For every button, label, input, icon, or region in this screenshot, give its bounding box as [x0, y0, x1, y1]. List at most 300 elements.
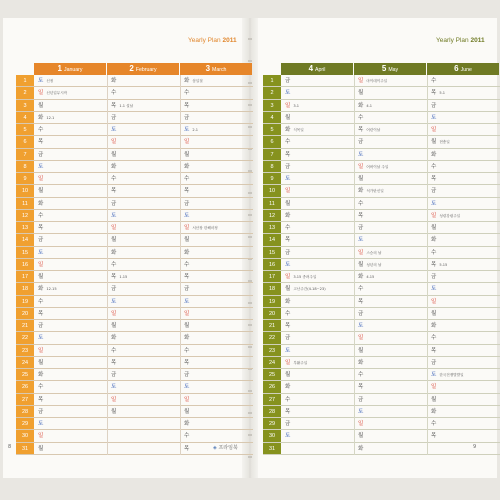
day-cell[interactable] — [354, 210, 427, 221]
day-cell[interactable] — [427, 149, 500, 160]
day-cell[interactable] — [354, 75, 427, 86]
day-cell[interactable] — [281, 345, 354, 356]
day-note: 12.15 — [46, 287, 57, 292]
day-cell[interactable] — [427, 259, 500, 270]
weekday-label: 일 — [358, 249, 364, 256]
weekday-label: 일 — [431, 384, 437, 391]
day-cell[interactable] — [427, 161, 500, 172]
weekday-label: 목 — [285, 151, 291, 158]
day-cell[interactable] — [107, 296, 180, 307]
day-row — [263, 369, 500, 381]
day-number: 27 — [16, 394, 34, 405]
day-cell[interactable] — [107, 332, 180, 343]
day-cell[interactable] — [281, 296, 354, 307]
weekday-label: 일 — [38, 176, 44, 182]
weekday-label: 수 — [38, 384, 44, 391]
day-cell[interactable] — [180, 357, 253, 368]
day-cell[interactable] — [180, 381, 253, 392]
weekday-label: 토 — [358, 151, 364, 158]
day-cell[interactable] — [180, 234, 253, 245]
day-note: 석가탄신일 — [366, 189, 384, 194]
weekday-label: 수 — [111, 261, 117, 268]
weekday-label: 금 — [431, 274, 437, 280]
day-number: 4 — [263, 112, 281, 123]
day-cell[interactable] — [354, 369, 427, 380]
day-cell[interactable] — [34, 124, 107, 135]
day-number: 22 — [16, 332, 34, 343]
day-cell[interactable] — [427, 247, 500, 258]
day-note: 3.15 종려주일 — [293, 275, 317, 279]
day-cell[interactable] — [354, 320, 427, 331]
day-cell[interactable] — [281, 222, 354, 233]
weekday-label: 토 — [358, 237, 364, 244]
day-cell[interactable] — [107, 381, 180, 392]
day-cell[interactable] — [107, 369, 180, 380]
day-row — [16, 247, 253, 259]
day-cell[interactable] — [354, 345, 427, 356]
weekday-label: 금 — [285, 163, 291, 170]
day-cell[interactable] — [354, 149, 427, 160]
day-cell[interactable] — [34, 320, 107, 331]
day-cell[interactable] — [180, 247, 253, 258]
day-cell[interactable] — [281, 149, 354, 160]
weekday-label: 일 — [184, 310, 190, 317]
day-cell[interactable] — [34, 198, 107, 209]
day-cell[interactable] — [180, 100, 253, 111]
day-cell[interactable] — [427, 296, 500, 307]
weekday-label: 수 — [431, 163, 437, 170]
day-cell[interactable] — [427, 320, 500, 331]
day-cell[interactable] — [34, 100, 107, 111]
weekday-label: 목 — [38, 139, 44, 146]
day-cell[interactable] — [34, 161, 107, 172]
weekday-label: 일 — [111, 396, 117, 403]
day-cell[interactable] — [281, 161, 354, 172]
title-prefix: Yearly Plan — [188, 37, 221, 44]
weekday-label: 수 — [285, 225, 291, 231]
day-cell[interactable] — [180, 308, 253, 319]
weekday-label: 토 — [38, 249, 44, 256]
day-cell[interactable] — [107, 430, 180, 441]
weekday-label: 목 — [111, 359, 117, 366]
day-cell[interactable] — [107, 345, 180, 356]
day-cell[interactable] — [281, 112, 354, 123]
day-cell[interactable] — [281, 332, 354, 343]
weekday-label: 월 — [358, 347, 364, 354]
day-note: 스승의 날 — [366, 250, 382, 255]
weekday-label: 화 — [38, 372, 44, 378]
day-cell[interactable] — [34, 210, 107, 221]
day-cell[interactable] — [180, 149, 253, 160]
weekday-label: 월 — [285, 114, 291, 121]
day-cell[interactable] — [107, 308, 180, 319]
day-number: 30 — [263, 430, 281, 441]
day-cell[interactable] — [34, 332, 107, 343]
day-cell[interactable] — [354, 443, 427, 454]
day-cell[interactable] — [281, 234, 354, 245]
weekday-label: 수 — [431, 421, 437, 427]
day-cell[interactable] — [107, 112, 180, 123]
day-cell[interactable] — [107, 75, 180, 86]
weekday-label: 월 — [184, 323, 190, 329]
day-cell[interactable] — [354, 234, 427, 245]
weekday-label: 화 — [111, 78, 117, 84]
day-cell[interactable] — [34, 185, 107, 196]
day-cell[interactable] — [354, 406, 427, 417]
day-row — [16, 394, 253, 406]
weekday-label: 목 — [431, 347, 437, 354]
day-cell[interactable] — [354, 332, 427, 343]
day-cell[interactable] — [281, 369, 354, 380]
day-cell[interactable] — [354, 112, 427, 123]
day-cell[interactable] — [427, 394, 500, 405]
day-cell[interactable] — [107, 357, 180, 368]
day-cell[interactable] — [34, 75, 107, 86]
day-cell[interactable] — [34, 345, 107, 356]
day-cell[interactable] — [354, 418, 427, 429]
day-cell[interactable] — [354, 394, 427, 405]
day-cell[interactable] — [427, 210, 500, 221]
day-cell[interactable] — [354, 259, 427, 270]
day-note: 삼일절 — [192, 79, 203, 83]
day-number: 18 — [263, 283, 281, 294]
day-cell[interactable] — [281, 210, 354, 221]
day-row — [263, 296, 500, 308]
day-cell[interactable] — [281, 259, 354, 270]
day-row — [263, 100, 500, 112]
day-cell[interactable] — [34, 87, 107, 98]
day-cell[interactable] — [180, 136, 253, 147]
day-number: 1 — [263, 75, 281, 86]
weekday-label: 월 — [431, 310, 437, 317]
day-cell[interactable] — [107, 161, 180, 172]
day-row — [263, 112, 500, 124]
day-number: 19 — [16, 296, 34, 307]
weekday-label: 목 — [431, 90, 437, 97]
day-cell[interactable] — [427, 283, 500, 294]
weekday-label: 토 — [111, 384, 117, 391]
day-cell[interactable] — [34, 296, 107, 307]
month-header — [427, 63, 499, 75]
day-note: 신정 — [46, 79, 54, 83]
day-cell[interactable] — [34, 357, 107, 368]
column-divider — [354, 75, 355, 455]
day-cell[interactable] — [427, 100, 500, 111]
weekday-label: 목 — [285, 237, 291, 244]
day-row — [16, 357, 253, 369]
day-cell[interactable] — [354, 247, 427, 258]
day-cell[interactable] — [281, 271, 354, 282]
day-cell[interactable] — [34, 259, 107, 270]
day-cell[interactable] — [107, 234, 180, 245]
day-cell[interactable] — [107, 394, 180, 405]
day-cell[interactable] — [354, 185, 427, 196]
day-cell[interactable] — [34, 173, 107, 184]
day-number: 11 — [16, 198, 34, 209]
day-cell[interactable] — [107, 210, 180, 221]
day-cell[interactable] — [427, 308, 500, 319]
day-cell[interactable] — [180, 185, 253, 196]
weekday-label: 월 — [111, 151, 117, 158]
day-cell[interactable] — [180, 418, 253, 429]
day-cell[interactable] — [427, 271, 500, 282]
day-number: 15 — [263, 247, 281, 258]
day-number: 14 — [263, 234, 281, 245]
day-cell[interactable] — [34, 308, 107, 319]
day-row — [16, 136, 253, 148]
day-cell[interactable] — [34, 369, 107, 380]
day-cell[interactable] — [427, 75, 500, 86]
day-cell[interactable] — [281, 75, 354, 86]
weekday-label: 금 — [358, 225, 364, 231]
day-number: 9 — [16, 173, 34, 184]
day-cell[interactable] — [354, 222, 427, 233]
day-cell[interactable] — [34, 247, 107, 258]
day-cell[interactable] — [180, 198, 253, 209]
day-cell[interactable] — [107, 87, 180, 98]
day-row — [16, 320, 253, 332]
weekday-label: 월 — [38, 359, 44, 366]
day-cell[interactable] — [107, 443, 180, 454]
day-row — [16, 332, 253, 344]
day-cell[interactable] — [354, 357, 427, 368]
day-cell[interactable] — [427, 381, 500, 392]
weekday-label: 일 — [285, 102, 291, 109]
day-cell[interactable] — [180, 320, 253, 331]
weekday-label: 수 — [285, 139, 291, 146]
day-cell[interactable] — [34, 112, 107, 123]
weekday-label: 수 — [111, 347, 117, 354]
weekday-label: 화 — [111, 335, 117, 342]
day-cell[interactable] — [180, 406, 253, 417]
day-row — [16, 112, 253, 124]
day-cell[interactable] — [354, 430, 427, 441]
day-cell[interactable] — [354, 173, 427, 184]
weekday-label: 토 — [358, 408, 364, 415]
binding-hole — [248, 38, 252, 40]
day-cell[interactable] — [107, 406, 180, 417]
month-number: 5 — [381, 64, 387, 73]
day-cell[interactable] — [281, 443, 354, 454]
day-cell[interactable] — [34, 136, 107, 147]
weekday-label: 목 — [184, 102, 190, 109]
day-note: 식목일 — [293, 128, 304, 132]
day-cell[interactable] — [281, 406, 354, 417]
day-cell[interactable] — [180, 87, 253, 98]
day-cell[interactable] — [281, 418, 354, 429]
weekday-label: 수 — [431, 78, 437, 84]
day-cell[interactable] — [34, 381, 107, 392]
day-note: 4.1 — [366, 103, 373, 108]
day-cell[interactable] — [107, 173, 180, 184]
day-note: 신년업무시작 — [46, 91, 68, 96]
day-cell[interactable] — [427, 87, 500, 98]
title-year: 2011 — [470, 37, 485, 44]
month-name: January — [63, 67, 83, 73]
day-cell[interactable] — [180, 283, 253, 294]
weekday-label: 일 — [38, 433, 44, 440]
weekday-label: 화 — [184, 78, 190, 84]
day-cell[interactable] — [427, 430, 500, 441]
day-cell[interactable] — [107, 222, 180, 233]
day-cell[interactable] — [281, 136, 354, 147]
day-cell[interactable] — [427, 185, 500, 196]
day-cell[interactable] — [34, 394, 107, 405]
day-cell[interactable] — [354, 136, 427, 147]
day-cell[interactable] — [427, 173, 500, 184]
weekday-label: 화 — [184, 335, 190, 342]
day-cell[interactable] — [427, 418, 500, 429]
day-cell[interactable] — [281, 320, 354, 331]
day-cell[interactable] — [354, 100, 427, 111]
day-cell[interactable] — [34, 443, 107, 454]
day-cell[interactable] — [427, 198, 500, 209]
day-cell[interactable] — [107, 185, 180, 196]
day-cell[interactable] — [107, 418, 180, 429]
day-cell[interactable] — [34, 234, 107, 245]
weekday-label: 목 — [38, 225, 44, 231]
day-cell[interactable] — [34, 418, 107, 429]
day-cell[interactable] — [281, 381, 354, 392]
month-name: June — [460, 67, 472, 73]
month-header — [354, 63, 426, 75]
day-cell[interactable] — [34, 283, 107, 294]
day-cell[interactable] — [180, 259, 253, 270]
day-cell[interactable] — [180, 296, 253, 307]
title-year: 2011 — [222, 37, 237, 44]
day-cell[interactable] — [180, 222, 253, 233]
day-cell[interactable] — [354, 283, 427, 294]
day-row — [16, 283, 253, 295]
weekday-label: 화 — [431, 237, 437, 244]
day-cell[interactable] — [281, 283, 354, 294]
day-cell[interactable] — [180, 332, 253, 343]
day-number: 7 — [16, 149, 34, 160]
day-number: 28 — [263, 406, 281, 417]
day-cell[interactable] — [180, 173, 253, 184]
day-cell[interactable] — [180, 345, 253, 356]
weekday-label: 화 — [358, 188, 364, 195]
day-cell[interactable] — [34, 430, 107, 441]
day-cell[interactable] — [180, 271, 253, 282]
day-cell[interactable] — [281, 308, 354, 319]
day-row — [16, 418, 253, 430]
day-row — [263, 75, 500, 87]
day-cell[interactable] — [354, 198, 427, 209]
binding-hole — [248, 456, 252, 458]
day-note: 어버이날 주일 — [366, 164, 389, 169]
day-cell[interactable] — [180, 112, 253, 123]
day-cell[interactable] — [427, 124, 500, 135]
weekday-label: 일 — [431, 127, 437, 133]
day-number: 2 — [263, 87, 281, 98]
weekday-label: 목 — [358, 127, 364, 133]
day-cell[interactable] — [281, 198, 354, 209]
day-row — [16, 271, 253, 283]
column-divider — [427, 75, 428, 455]
day-cell[interactable] — [354, 87, 427, 98]
left-page-title — [188, 37, 237, 44]
day-cell[interactable] — [354, 161, 427, 172]
day-row — [16, 234, 253, 246]
day-cell[interactable] — [107, 259, 180, 270]
day-note: 성령강림주일 — [439, 213, 461, 218]
weekday-label: 월 — [285, 200, 291, 207]
day-cell[interactable] — [281, 247, 354, 258]
weekday-label: 수 — [38, 127, 44, 133]
day-cell[interactable] — [107, 320, 180, 331]
day-cell[interactable] — [427, 112, 500, 123]
weekday-label: 수 — [184, 90, 190, 97]
day-cell[interactable] — [180, 75, 253, 86]
day-cell[interactable] — [281, 173, 354, 184]
day-cell[interactable] — [180, 161, 253, 172]
day-cell[interactable] — [354, 296, 427, 307]
weekday-label: 화 — [38, 286, 44, 293]
day-cell[interactable] — [107, 198, 180, 209]
day-cell[interactable] — [281, 100, 354, 111]
day-cell[interactable] — [427, 234, 500, 245]
day-number: 21 — [16, 320, 34, 331]
day-cell[interactable] — [34, 222, 107, 233]
day-cell[interactable] — [427, 222, 500, 233]
day-cell[interactable] — [180, 124, 253, 135]
day-row — [16, 87, 253, 99]
day-cell[interactable] — [427, 332, 500, 343]
day-cell[interactable] — [354, 381, 427, 392]
day-row — [263, 394, 500, 406]
day-cell[interactable] — [180, 430, 253, 441]
day-cell[interactable] — [427, 357, 500, 368]
day-cell[interactable] — [107, 247, 180, 258]
day-cell[interactable] — [281, 185, 354, 196]
day-cell[interactable] — [34, 271, 107, 282]
day-number: 7 — [263, 149, 281, 160]
day-cell[interactable] — [427, 136, 500, 147]
day-cell[interactable] — [354, 308, 427, 319]
day-cell[interactable] — [180, 394, 253, 405]
day-cell[interactable] — [107, 271, 180, 282]
day-cell[interactable] — [427, 443, 500, 454]
day-cell[interactable] — [180, 210, 253, 221]
weekday-label: 수 — [111, 176, 117, 182]
day-cell[interactable] — [281, 124, 354, 135]
day-cell[interactable] — [281, 357, 354, 368]
day-cell[interactable] — [180, 369, 253, 380]
day-number: 20 — [16, 308, 34, 319]
day-row — [16, 296, 253, 308]
day-cell[interactable] — [34, 406, 107, 417]
day-cell[interactable] — [281, 87, 354, 98]
day-cell[interactable] — [281, 394, 354, 405]
weekday-label: 월 — [358, 261, 364, 268]
day-cell[interactable] — [427, 345, 500, 356]
day-cell[interactable] — [107, 283, 180, 294]
day-number: 28 — [16, 406, 34, 417]
weekday-label: 월 — [111, 323, 117, 329]
day-cell[interactable] — [354, 124, 427, 135]
day-cell[interactable] — [427, 369, 500, 380]
day-cell[interactable] — [34, 149, 107, 160]
day-cell[interactable] — [354, 271, 427, 282]
day-cell[interactable] — [107, 100, 180, 111]
day-cell[interactable] — [427, 406, 500, 417]
day-cell[interactable] — [107, 149, 180, 160]
day-cell[interactable] — [107, 136, 180, 147]
day-cell[interactable] — [281, 430, 354, 441]
day-cell[interactable] — [107, 124, 180, 135]
weekday-label: 수 — [431, 335, 437, 342]
